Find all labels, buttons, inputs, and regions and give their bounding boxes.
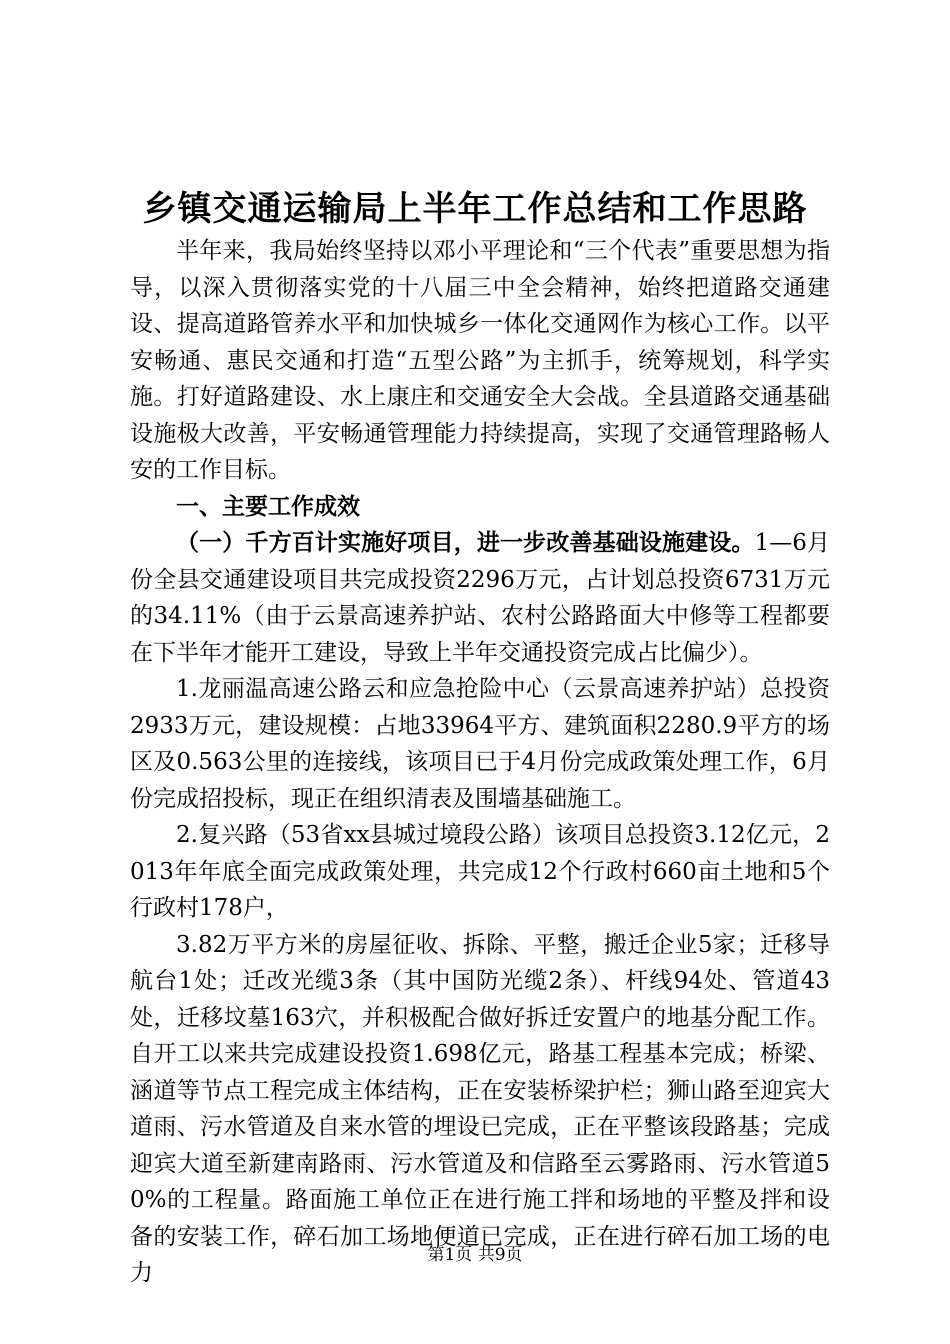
subsection-text: 1—6月份全县交通建设项目共完成投资2296万元，占计划总投资6731万元的34.11%（由于云景高速养护站、农村公路路面大中修等工程都要在下半年才能开工建设，导致上半年交通投资完成占比偏少）。 — [130, 530, 830, 666]
subsection-paragraph — [130, 525, 830, 671]
document-body — [130, 233, 830, 1292]
item-paragraph-1: 1.龙丽温高速公路云和应急抢险中心（云景高速养护站）总投资2933万元，建设规模：占地33964平方、建筑面积2280.9平方的场区及0.563公里的连接线，该项目已于4月份完成政策处理工作，6月份完成招投标，现正在组织清表及围墙基础施工。 — [130, 676, 830, 812]
page-number-footer: 第1页 共9页 — [427, 1245, 523, 1265]
intro-paragraph: 半年来，我局始终坚持以邓小平理论和“三个代表”重要思想为指导，以深入贯彻落实党的十八届三中全会精神，始终把道路交通建设、提高道路管养水平和加快城乡一体化交通网作为核心工作。以平安畅通、惠民交通和打造“五型公路”为主抓手，统筹规划，科学实施。打好道路建设、水上康庄和交通安全大会战。全县道路交通基础设施极大改善，平安畅通管理能力持续提高，实现了交通管理路畅人安的工作目标。 — [130, 238, 830, 483]
document-title: 乡镇交通运输局上半年工作总结和工作思路 — [142, 189, 808, 229]
item-paragraph-2: 2.复兴路（53省xx县城过境段公路）该项目总投资3.12亿元，2013年年底全面完成政策处理，共完成12个行政村660亩土地和5个行政村178户， — [130, 822, 830, 921]
section-heading: 一、主要工作成效 — [176, 493, 360, 520]
subsection-heading: （一）千方百计实施好项目，进一步改善基础设施建设。 — [176, 530, 755, 556]
item-paragraph-3: 3.82万平方米的房屋征收、拆除、平整，搬迁企业5家；迁移导航台1处；迁改光缆3条（其中国防光缆2条）、杆线94处、管道43处，迁移坟墓163穴，并积极配合做好拆迁安置户的地基分配工作。自开工以来共完成建设投资1.698亿元，路基工程基本完成；桥梁、涵道等节点工程完成主体结构，正在安装桥梁护栏；狮山路至迎宾大道雨、污水管道及自来水管的埋设已完成，正在平整该段路基；完成迎宾大道至新建南路雨、污水管道及和信路至云雾路雨、污水管道50%的工程量。路面施工单位正在进行施工拌和场地的平整及拌和设备的安装工作，碎石加工场地便道已完成，正在进行碎石加工场的电力 — [130, 931, 830, 1286]
